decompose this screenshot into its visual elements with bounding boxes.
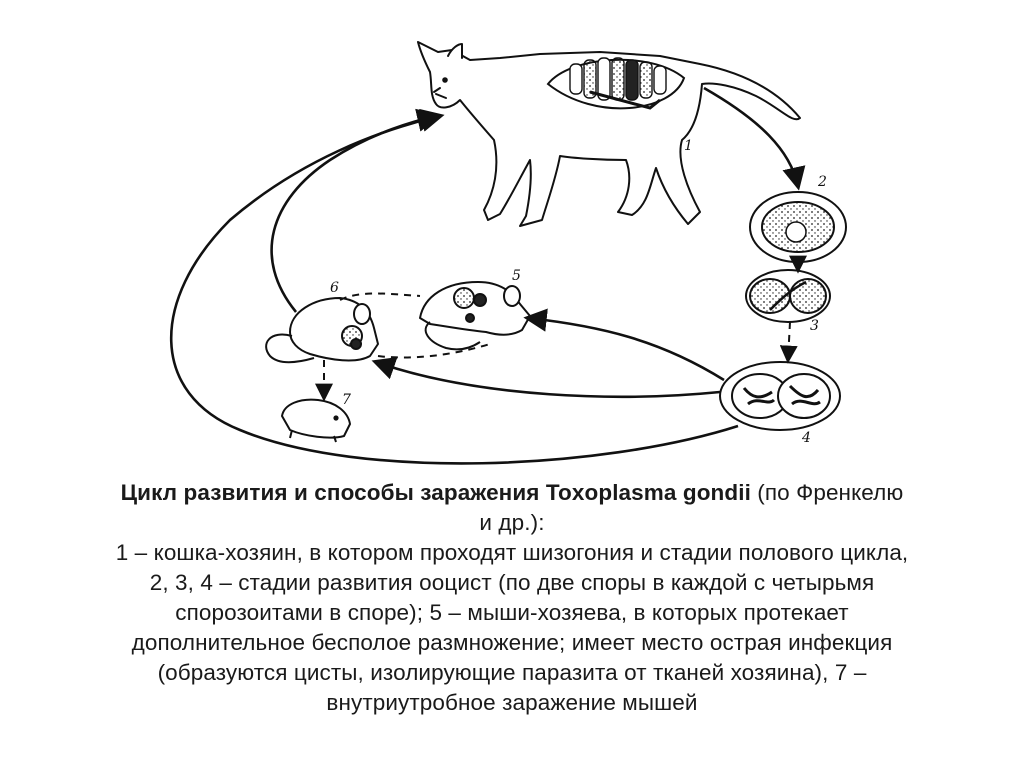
caption-title-line xyxy=(0,478,1024,508)
caption-line-6: (образуются цисты, изолирующие паразита от тканей хозяина), 7 – xyxy=(157,660,867,685)
caption-title-source: (по Френкелю xyxy=(750,480,904,505)
caption-line-7: внутриутробное заражение мышей xyxy=(326,690,698,715)
label-2: 2 xyxy=(818,174,827,190)
arrow-icon xyxy=(171,88,798,463)
dashed-arrows xyxy=(324,262,798,398)
oocyst-icon xyxy=(750,192,846,262)
label-1: 1 xyxy=(684,138,693,154)
mouse-newborn-icon xyxy=(282,400,350,442)
caption-line-2: 1 – кошка-хозяин, в котором проходят шизогония и стадии полового цикла, xyxy=(115,540,909,565)
label-4: 4 xyxy=(802,430,811,446)
caption-line-3: 2, 3, 4 – стадии развития ооцист (по две споры в каждой с четырьмя xyxy=(149,570,875,595)
caption-line-1: и др.): xyxy=(479,510,545,535)
label-7: 7 xyxy=(342,392,351,408)
label-5: 5 xyxy=(512,268,521,284)
mouse-icon-6 xyxy=(266,298,378,362)
oocyst-sporulated-icon xyxy=(720,362,840,430)
mouse-icon-5 xyxy=(420,282,530,349)
label-3: 3 xyxy=(810,318,819,334)
oocyst-dividing-icon xyxy=(746,270,830,322)
caption-title: Цикл развития и способы заражения Toxoplasma gondii xyxy=(120,480,751,505)
label-6: 6 xyxy=(330,280,339,296)
caption-line-5: дополнительное бесполое размножение; имеет место острая инфекция xyxy=(131,630,893,655)
caption-line-4: спорозоитами в споре); 5 – мыши-хозяева, в которых протекает xyxy=(175,600,849,625)
figure-caption xyxy=(0,478,1024,718)
